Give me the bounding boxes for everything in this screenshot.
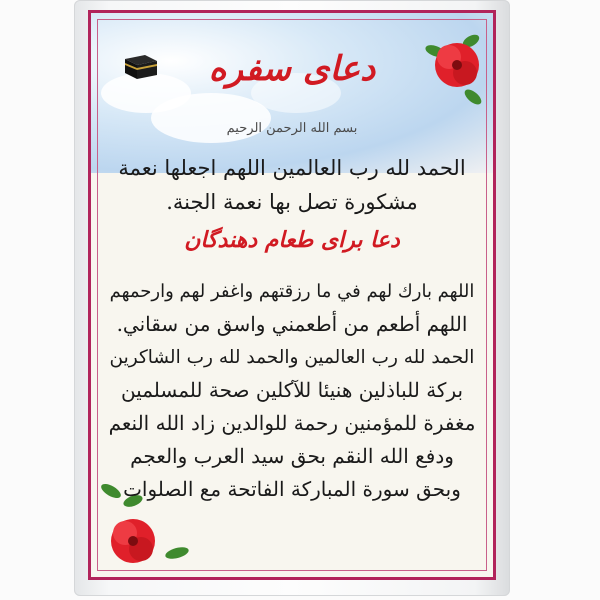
prayer-line: الحمد لله رب العالمين اللهم اجعلها نعمة (118, 156, 466, 180)
prayer-line: اللهم بارك لهم في ما رزقتهم واغفر لهم وارحمهم (109, 281, 475, 302)
prayer-line: بركة للباذلين هنيئا للآكلين صحة للمسلمين (120, 378, 464, 402)
section-subheading: دعا برای طعام دهندگان (184, 227, 400, 253)
basmala: بسم الله الرحمن الرحيم (226, 121, 358, 136)
card-title: دعای سفره (208, 49, 376, 89)
prayer-section-2 (105, 275, 479, 506)
prayer-line: مغفرة للمؤمنين رحمة للوالدين زاد الله النعم (108, 411, 476, 435)
prayer-line: ودفع الله النقم بحق سيد العرب والعجم (130, 444, 454, 468)
prayer-card (88, 10, 496, 580)
prayer-section-1 (105, 151, 479, 219)
prayer-line: اللهم أطعم من أطعمني واسق من سقاني. (116, 312, 468, 336)
prayer-line: وبحق سورة المباركة الفاتحة مع الصلوات (123, 477, 461, 501)
prayer-line: مشكورة تصل بها نعمة الجنة. (166, 190, 418, 214)
prayer-line: الحمد لله رب العالمين والحمد لله رب الشاكرين (109, 347, 475, 368)
